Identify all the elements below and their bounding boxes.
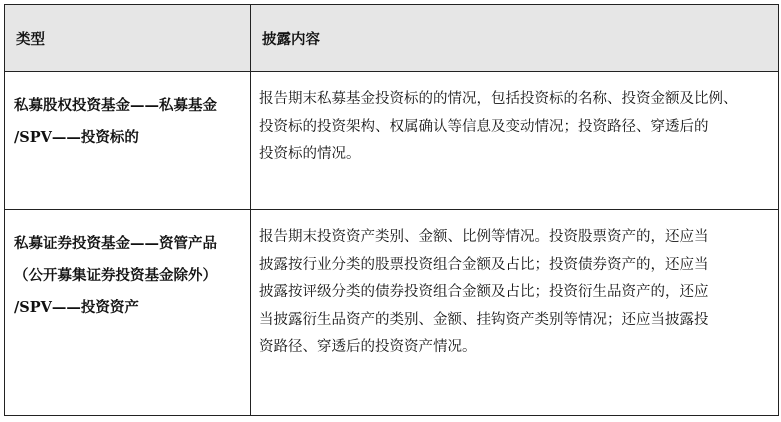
disclosure-line: 投资标的情况。 <box>259 146 361 162</box>
header-disclosure <box>251 5 779 72</box>
disclosure-cell <box>251 210 779 416</box>
header-disclosure-label: 披露内容 <box>262 30 320 48</box>
type-line: /SPV——投资资产 <box>14 299 139 316</box>
type-line: /SPV——投资标的 <box>14 129 139 146</box>
disclosure-line: 当披露衍生品资产的类别、金额、挂钩资产类别等情况；还应当披露投 <box>259 311 709 328</box>
header-type-label: 类型 <box>16 30 45 48</box>
disclosure-line: 报告期末私募基金投资标的的情况，包括投资标的名称、投资金额及比例、 <box>259 91 738 107</box>
header-type <box>5 5 251 72</box>
table-row <box>5 72 779 210</box>
type-line: 私募证券投资基金——资管产品 <box>14 235 217 252</box>
disclosure-line: 披露按评级分类的债券投资组合金额及占比；投资衍生品资产的，还应 <box>259 284 709 300</box>
disclosure-table <box>4 4 779 416</box>
type-line: 私募股权投资基金——私募基金 <box>14 97 217 114</box>
type-line: （公开募集证券投资基金除外） <box>14 267 217 284</box>
disclosure-line: 披露按行业分类的股票投资组合金额及占比；投资债券资产的，还应当 <box>259 256 709 273</box>
disclosure-line: 资路径、穿透后的投资资产情况。 <box>259 339 477 355</box>
disclosure-line: 报告期末投资资产类别、金额、比例等情况。投资股票资产的，还应当 <box>259 229 709 245</box>
type-cell <box>5 72 251 210</box>
disclosure-line: 投资标的投资架构、权属确认等信息及变动情况；投资路径、穿透后的 <box>259 118 709 135</box>
table-row <box>5 210 779 416</box>
type-cell <box>5 210 251 416</box>
table-header-row <box>5 5 779 72</box>
disclosure-cell <box>251 72 779 210</box>
